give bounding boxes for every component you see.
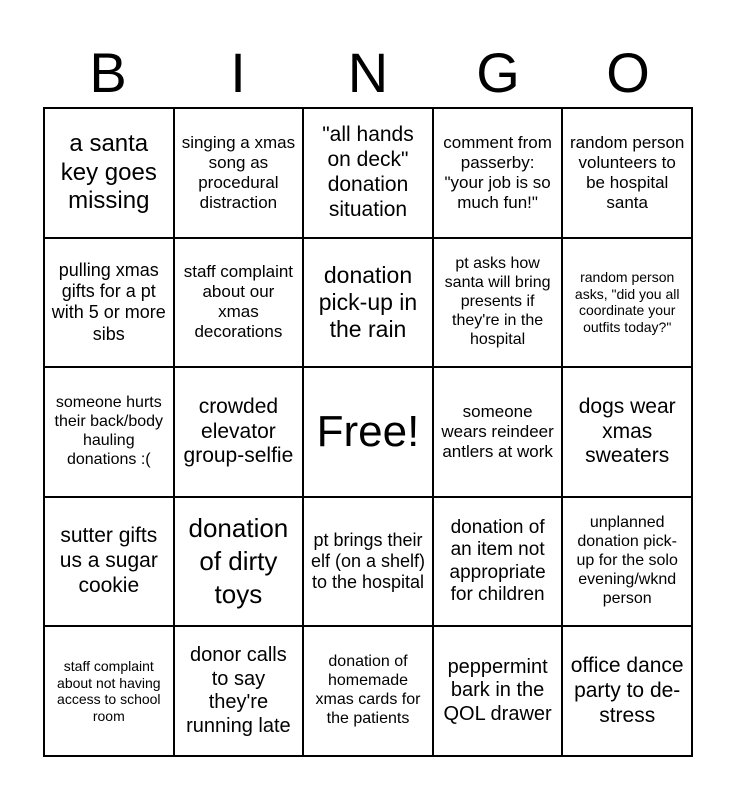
bingo-cell[interactable]: donor calls to say they're running late — [174, 626, 304, 756]
bingo-cell[interactable]: pt asks how santa will bring presents if they're in the hospital — [433, 238, 563, 368]
header-letter-b: B — [89, 41, 127, 104]
bingo-cell[interactable]: sutter gifts us a sugar cookie — [44, 497, 174, 627]
bingo-cell[interactable]: "all hands on deck" donation situation — [303, 108, 433, 238]
header-letter-g: G — [476, 41, 520, 104]
bingo-cell[interactable]: staff complaint about our xmas decorations — [174, 238, 304, 368]
bingo-cell[interactable]: donation pick-up in the rain — [303, 238, 433, 368]
bingo-cell[interactable]: peppermint bark in the QOL drawer — [433, 626, 563, 756]
free-space[interactable]: Free! — [303, 367, 433, 497]
bingo-cell[interactable]: a santa key goes missing — [44, 108, 174, 238]
header-letter-i: I — [230, 41, 246, 104]
bingo-cell[interactable]: someone hurts their back/body hauling donations :( — [44, 367, 174, 497]
header-letter-n: N — [347, 41, 389, 104]
bingo-cell[interactable]: pulling xmas gifts for a pt with 5 or more sibs — [44, 238, 174, 368]
bingo-cell[interactable]: donation of dirty toys — [174, 497, 304, 627]
bingo-cell[interactable]: office dance party to de-stress — [562, 626, 692, 756]
bingo-cell[interactable]: donation of homemade xmas cards for the patients — [303, 626, 433, 756]
bingo-cell[interactable]: singing a xmas song as procedural distraction — [174, 108, 304, 238]
bingo-cell[interactable]: donation of an item not appropriate for children — [433, 497, 563, 627]
bingo-cell[interactable]: dogs wear xmas sweaters — [562, 367, 692, 497]
header-letter-o: O — [606, 41, 650, 104]
bingo-card — [43, 107, 693, 757]
bingo-cell[interactable]: random person asks, "did you all coordinate your outfits today?" — [562, 238, 692, 368]
bingo-cell[interactable]: pt brings their elf (on a shelf) to the hospital — [303, 497, 433, 627]
bingo-cell[interactable]: someone wears reindeer antlers at work — [433, 367, 563, 497]
bingo-cell[interactable]: unplanned donation pick-up for the solo evening/wknd person — [562, 497, 692, 627]
bingo-cell[interactable]: comment from passerby: "your job is so much fun!" — [433, 108, 563, 238]
bingo-cell[interactable]: random person volunteers to be hospital santa — [562, 108, 692, 238]
bingo-header — [43, 38, 693, 108]
bingo-cell[interactable]: crowded elevator group-selfie — [174, 367, 304, 497]
bingo-cell[interactable]: staff complaint about not having access to school room — [44, 626, 174, 756]
